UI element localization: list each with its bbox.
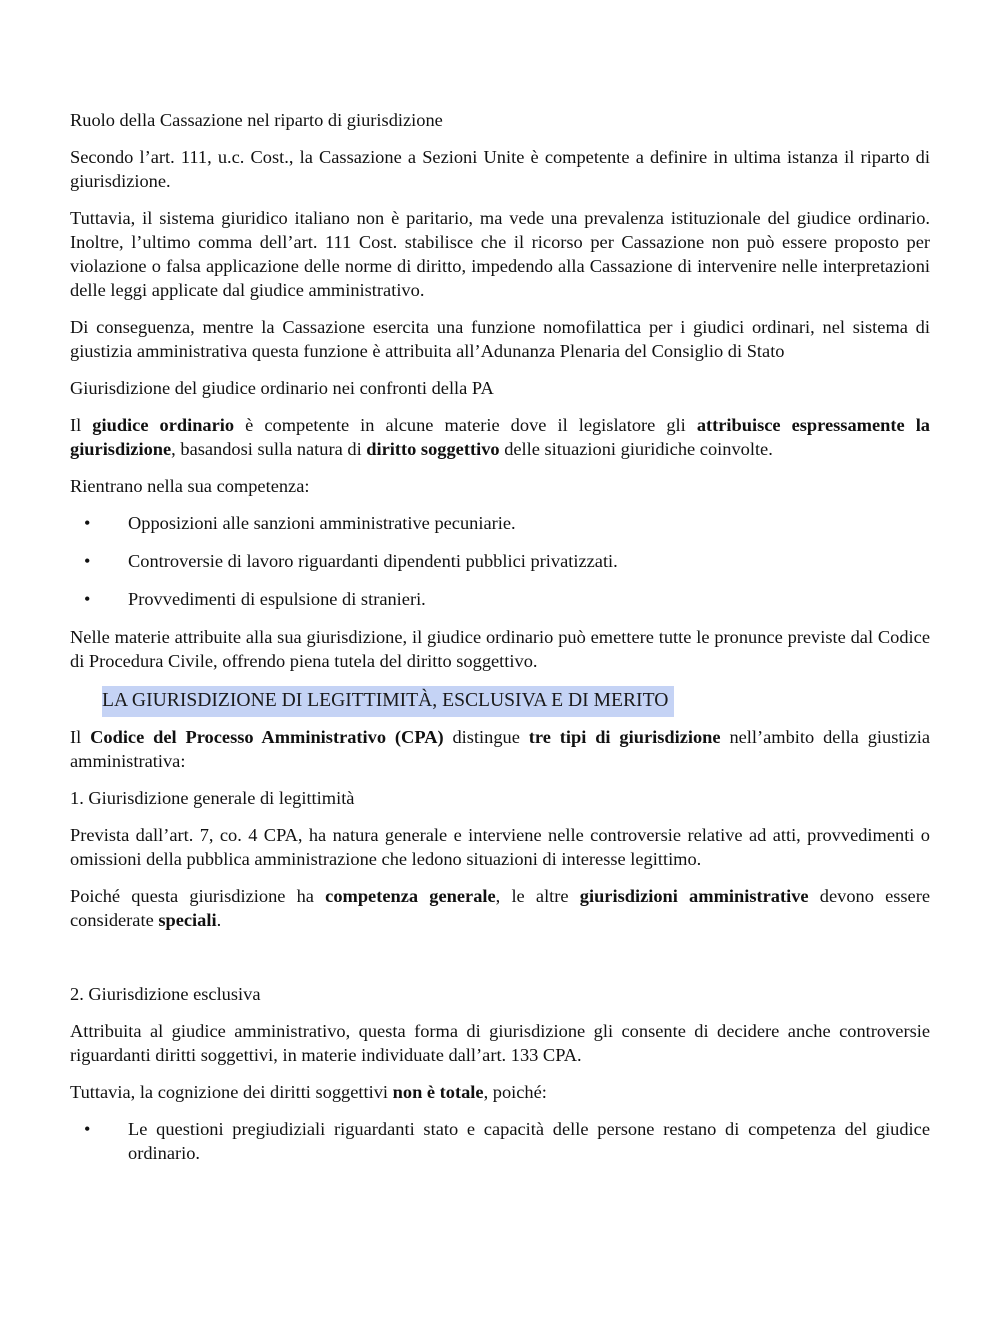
text-run: delle situazioni giuridiche coinvolte. xyxy=(499,439,773,459)
text-run: distingue xyxy=(443,727,529,747)
text-run: Poiché questa giurisdizione ha xyxy=(70,886,326,906)
bullet-icon: • xyxy=(84,1119,91,1139)
list-item-text: Le questioni pregiudiziali riguardanti stato e capacità delle persone restano di competenza del giudice ordinario. xyxy=(128,1119,930,1163)
bold-competenza-generale: competenza generale xyxy=(325,886,496,906)
bold-non-e-totale: non è totale xyxy=(392,1082,484,1102)
list-item-text: Controversie di lavoro riguardanti dipendenti pubblici privatizzati. xyxy=(128,551,618,571)
text-run: , poiché: xyxy=(483,1082,547,1102)
subsection-title-esclusiva: 2. Giurisdizione esclusiva xyxy=(70,984,261,1004)
paragraph-rientrano: Rientrano nella sua competenza: xyxy=(70,476,310,496)
list-item-text: Provvedimenti di espulsione di stranieri. xyxy=(128,589,426,609)
bold-giurisdizioni-amministrative: giurisdizioni amministrative xyxy=(579,886,809,906)
section-heading-highlighted: LA GIURISDIZIONE DI LEGITTIMITÀ, ESCLUSIVA E DI MERITO xyxy=(102,686,674,717)
bullet-icon: • xyxy=(84,551,91,571)
text-run: devono essere considerate xyxy=(70,886,931,930)
bullet-icon: • xyxy=(84,589,91,609)
text-run: Il xyxy=(70,727,91,747)
bold-tre-tipi: tre tipi di giurisdizione xyxy=(528,727,721,747)
paragraph-giudice-ordinario xyxy=(70,413,930,461)
bold-giudice-ordinario: giudice ordinario xyxy=(92,415,235,435)
text-run: nell’ambito della giustizia amministrativa: xyxy=(70,727,931,771)
blank-line xyxy=(70,945,930,982)
paragraph-poiche xyxy=(70,884,930,932)
paragraph-tuttavia: Tuttavia, il sistema giuridico italiano non è paritario, ma vede una prevalenza istituzionale del giudice ordinario. Inoltre, l’ultimo comma dell’art. 111 Cost. stabilisce che il ricorso per Cassazione non può essere proposto per violazione o falsa applicazione delle norme di diritto, impedendo alla Cassazione di intervenire nelle interpretazioni delle leggi applicate dal giudice amministrativo. xyxy=(70,208,930,300)
section-title-ordinario: Giurisdizione del giudice ordinario nei confronti della PA xyxy=(70,378,494,398)
text-run: Tuttavia, la cognizione dei diritti soggettivi xyxy=(70,1082,393,1102)
text-run: Il xyxy=(70,415,93,435)
bullet-list-competenze xyxy=(70,511,930,611)
bullet-icon: • xyxy=(84,513,91,533)
bold-codice-processo: Codice del Processo Amministrativo (CPA) xyxy=(90,727,444,747)
paragraph-prevista: Prevista dall’art. 7, co. 4 CPA, ha natura generale e interviene nelle controversie relative ad atti, provvedimenti o omissioni della pubblica amministrazione che ledono situazioni di interesse legittimo. xyxy=(70,825,930,869)
bullet-list-cognizione xyxy=(70,1117,930,1165)
bold-diritto-soggettivo: diritto soggettivo xyxy=(366,439,500,459)
paragraph-cognizione xyxy=(70,1080,930,1104)
bold-attribuisce: attribuisce espressamente la giurisdizione xyxy=(70,415,931,459)
subsection-title-legittimita: 1. Giurisdizione generale di legittimità xyxy=(70,788,355,808)
document-page xyxy=(70,108,930,1179)
paragraph-attribuita: Attribuita al giudice amministrativo, questa forma di giurisdizione gli consente di decidere anche controversie riguardanti diritti soggettivi, in materie individuate dall’art. 133 CPA. xyxy=(70,1021,930,1065)
bold-speciali: speciali xyxy=(158,910,217,930)
list-item xyxy=(70,587,930,611)
text-run: è competente in alcune materie dove il legislatore gli xyxy=(234,415,697,435)
section-title-cassazione: Ruolo della Cassazione nel riparto di giurisdizione xyxy=(70,110,443,130)
list-item xyxy=(70,1117,930,1165)
paragraph-conseguenza: Di conseguenza, mentre la Cassazione esercita una funzione nomofilattica per i giudici ordinari, nel sistema di giustizia amministrativa questa funzione è attribuita all’Adunanza Plenaria del Consiglio di Stato xyxy=(70,317,930,361)
paragraph-secondo: Secondo l’art. 111, u.c. Cost., la Cassazione a Sezioni Unite è competente a definire in ultima istanza il riparto di giurisdizione. xyxy=(70,147,930,191)
section-heading-wrapper xyxy=(102,686,930,717)
text-run: , le altre xyxy=(495,886,580,906)
text-run: . xyxy=(216,910,222,930)
list-item xyxy=(70,511,930,535)
paragraph-nelle-materie: Nelle materie attribuite alla sua giurisdizione, il giudice ordinario può emettere tutte le pronunce previste dal Codice di Procedura Civile, offrendo piena tutela del diritto soggettivo. xyxy=(70,627,930,671)
list-item-text: Opposizioni alle sanzioni amministrative pecuniarie. xyxy=(128,513,516,533)
paragraph-cpa xyxy=(70,725,930,773)
text-run: , basandosi sulla natura di xyxy=(171,439,367,459)
list-item xyxy=(70,549,930,573)
